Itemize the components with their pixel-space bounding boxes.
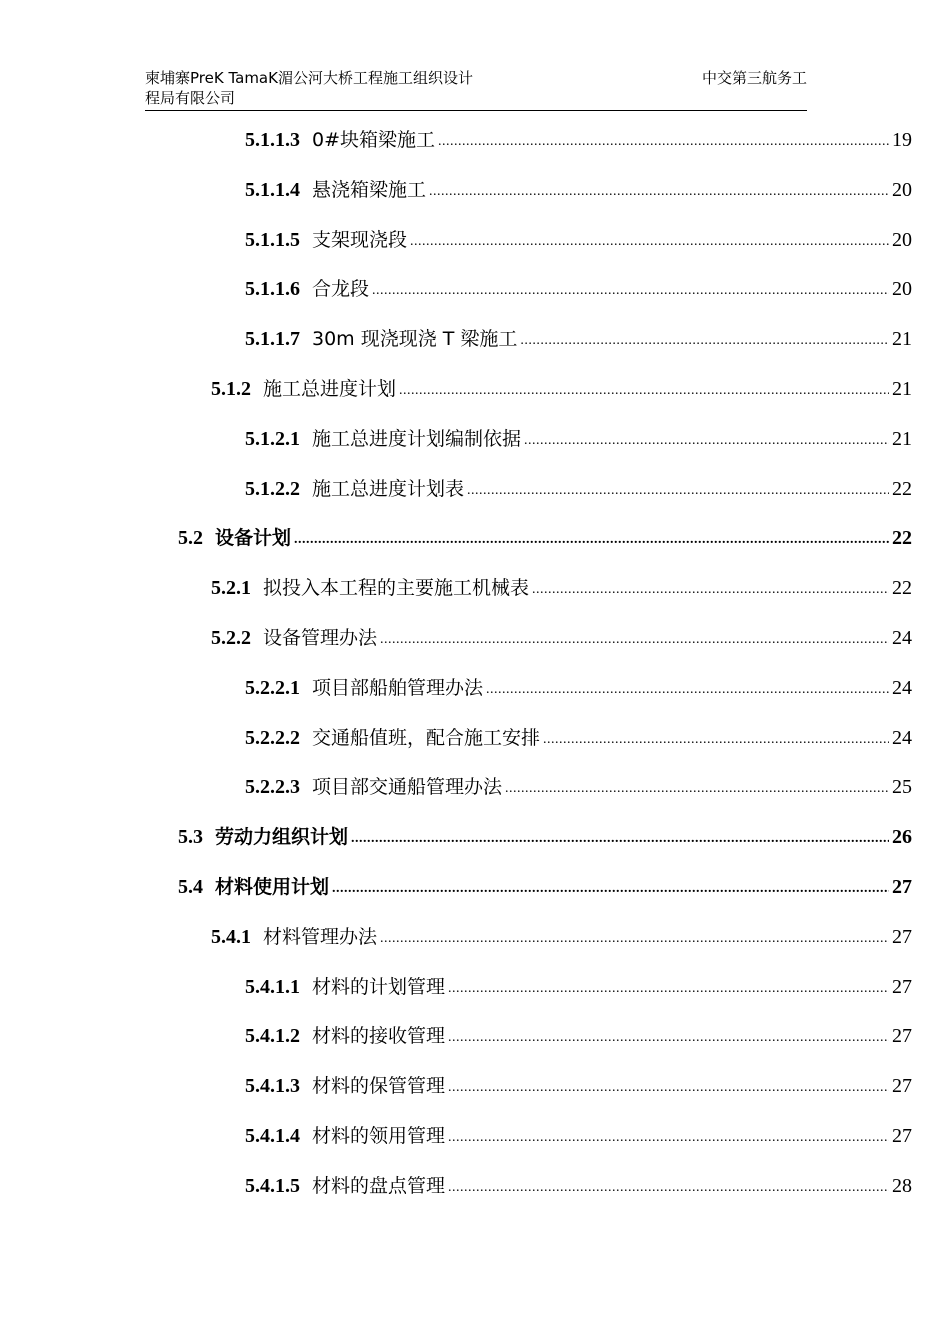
toc-entry[interactable] [245, 471, 912, 501]
toc-entry-page-number: 27 [892, 975, 912, 998]
toc-entry-page-number: 24 [892, 627, 912, 649]
toc-entry-number: 5.4 [178, 876, 203, 898]
toc-dot-leader [380, 929, 889, 949]
toc-dot-leader [448, 1178, 889, 1198]
toc-entry-title: 项目部船舶管理办法 [312, 676, 484, 699]
toc-dot-leader [505, 779, 889, 799]
toc-dot-leader [351, 829, 889, 849]
toc-dot-leader [448, 1128, 889, 1148]
toc-entry-title: 项目部交通船管理办法 [312, 776, 503, 799]
toc-entry[interactable] [245, 271, 912, 301]
toc-dot-leader [399, 381, 889, 401]
toc-entry-number: 5.4.1.3 [245, 1075, 300, 1098]
toc-entry[interactable] [245, 670, 912, 700]
toc-dot-leader [380, 630, 889, 650]
toc-dot-leader [372, 281, 889, 301]
toc-entry-page-number: 27 [892, 1075, 912, 1098]
toc-entry-page-number: 28 [892, 1174, 912, 1197]
toc-entry-number: 5.1.1.5 [245, 228, 300, 251]
toc-entry-title: 材料的接收管理 [312, 1025, 446, 1048]
toc-dot-leader [448, 979, 889, 999]
toc-entry-title: 拟投入本工程的主要施工机械表 [263, 577, 530, 600]
toc-entry[interactable] [245, 1068, 912, 1098]
toc-entry-page-number: 22 [892, 477, 912, 500]
toc-entry-number: 5.2.2.3 [245, 776, 300, 799]
toc-entry-number: 5.1.1.7 [245, 328, 300, 351]
toc-entry[interactable] [245, 1168, 912, 1198]
toc-entry-page-number: 22 [892, 577, 912, 600]
toc-entry[interactable] [245, 421, 912, 451]
header-company-name: 中交第三航务工 [701, 69, 807, 87]
toc-entry-title: 材料的盘点管理 [312, 1174, 446, 1197]
toc-entry[interactable] [245, 720, 912, 750]
toc-entry-page-number: 20 [892, 278, 912, 301]
toc-entry-title: 0#块箱梁施工 [312, 129, 436, 151]
toc-dot-leader [429, 182, 889, 202]
toc-entry[interactable] [245, 969, 912, 999]
page-header [145, 68, 807, 111]
toc-entry-title: 材料使用计划 [215, 876, 330, 898]
toc-dot-leader [448, 1028, 889, 1048]
toc-entry[interactable] [211, 371, 912, 401]
toc-dot-leader [524, 431, 889, 451]
toc-entry[interactable] [211, 570, 912, 600]
toc-entry-page-number: 27 [892, 876, 912, 898]
toc-entry[interactable] [211, 620, 912, 650]
toc-entry-number: 5.4.1.4 [245, 1125, 300, 1147]
toc-entry-title: 悬浇箱梁施工 [312, 178, 427, 201]
toc-entry-number: 5.4.1.2 [245, 1025, 300, 1048]
toc-entry[interactable] [245, 769, 912, 799]
toc-entry-number: 5.1.2.2 [245, 477, 300, 500]
toc-entry[interactable] [245, 122, 912, 152]
header-company-name-cont: 程局有限公司 [145, 89, 236, 107]
toc-entry-title: 设备管理办法 [263, 627, 378, 649]
toc-entry-number: 5.3 [178, 826, 203, 849]
toc-entry-number: 5.4.1 [211, 925, 251, 948]
toc-dot-leader [448, 1078, 889, 1098]
toc-entry-number: 5.1.1.6 [245, 278, 300, 301]
toc-entry-title: 施工总进度计划编制依据 [312, 427, 522, 450]
toc-entry-title: 材料管理办法 [263, 925, 378, 948]
toc-entry-number: 5.2.1 [211, 577, 251, 600]
toc-entry-page-number: 19 [892, 129, 912, 151]
toc-entry-title: 材料的领用管理 [312, 1125, 446, 1147]
toc-entry[interactable] [211, 919, 912, 949]
toc-entry-page-number: 21 [892, 378, 912, 400]
toc-entry-number: 5.2.2.2 [245, 726, 300, 749]
toc-entry-number: 5.1.1.3 [245, 129, 300, 151]
header-project-title: 柬埔寨PreK TamaK湄公河大桥工程施工组织设计 [145, 69, 473, 87]
toc-dot-leader [486, 680, 889, 700]
toc-entry-title: 支架现浇段 [312, 228, 408, 251]
toc-entry[interactable] [178, 869, 912, 899]
toc-entry[interactable] [178, 819, 912, 849]
toc-dot-leader [438, 132, 889, 152]
toc-dot-leader [532, 580, 889, 600]
toc-entry-title: 材料的保管管理 [312, 1075, 446, 1098]
toc-entry-page-number: 20 [892, 178, 912, 201]
toc-entry-title: 合龙段 [312, 278, 370, 301]
toc-entry-number: 5.1.2 [211, 378, 251, 400]
toc-entry-title: 劳动力组织计划 [215, 826, 349, 849]
toc-entry-number: 5.1.2.1 [245, 427, 300, 450]
toc-entry-title: 施工总进度计划 [263, 378, 397, 400]
toc-entry-page-number: 25 [892, 776, 912, 799]
toc-dot-leader [332, 879, 889, 899]
toc-entry[interactable] [245, 172, 912, 202]
toc-entry-title: 交通船值班，配合施工安排 [312, 726, 541, 749]
toc-entry-page-number: 20 [892, 228, 912, 251]
toc-entry-title: 材料的计划管理 [312, 975, 446, 998]
toc-entry-title: 施工总进度计划表 [312, 477, 465, 500]
toc-entry[interactable] [245, 1118, 912, 1148]
toc-entry-number: 5.4.1.1 [245, 975, 300, 998]
toc-entry-page-number: 26 [892, 826, 912, 849]
toc-entry[interactable] [245, 321, 912, 351]
toc-entry-title: 30m 现浇现浇 T 梁施工 [312, 328, 518, 351]
toc-entry-page-number: 21 [892, 427, 912, 450]
toc-entry-number: 5.2.2.1 [245, 676, 300, 699]
toc-dot-leader [294, 530, 889, 550]
toc-entry-page-number: 27 [892, 925, 912, 948]
toc-dot-leader [520, 331, 889, 351]
toc-entry-page-number: 27 [892, 1025, 912, 1048]
toc-entry-number: 5.2 [178, 527, 203, 550]
toc-dot-leader [543, 730, 889, 750]
toc-entry-page-number: 24 [892, 726, 912, 749]
toc-entry-page-number: 27 [892, 1125, 912, 1147]
toc-entry-number: 5.2.2 [211, 627, 251, 649]
toc-entry-page-number: 24 [892, 676, 912, 699]
toc-entry[interactable] [245, 1018, 912, 1048]
toc-entry[interactable] [178, 520, 912, 550]
toc-entry-title: 设备计划 [215, 527, 292, 550]
toc-entry-number: 5.1.1.4 [245, 178, 300, 201]
toc-entry-page-number: 21 [892, 328, 912, 351]
toc-dot-leader [467, 481, 889, 501]
toc-entry-number: 5.4.1.5 [245, 1174, 300, 1197]
toc-entry[interactable] [245, 222, 912, 252]
toc-dot-leader [410, 232, 889, 252]
toc-entry-page-number: 22 [892, 527, 912, 550]
